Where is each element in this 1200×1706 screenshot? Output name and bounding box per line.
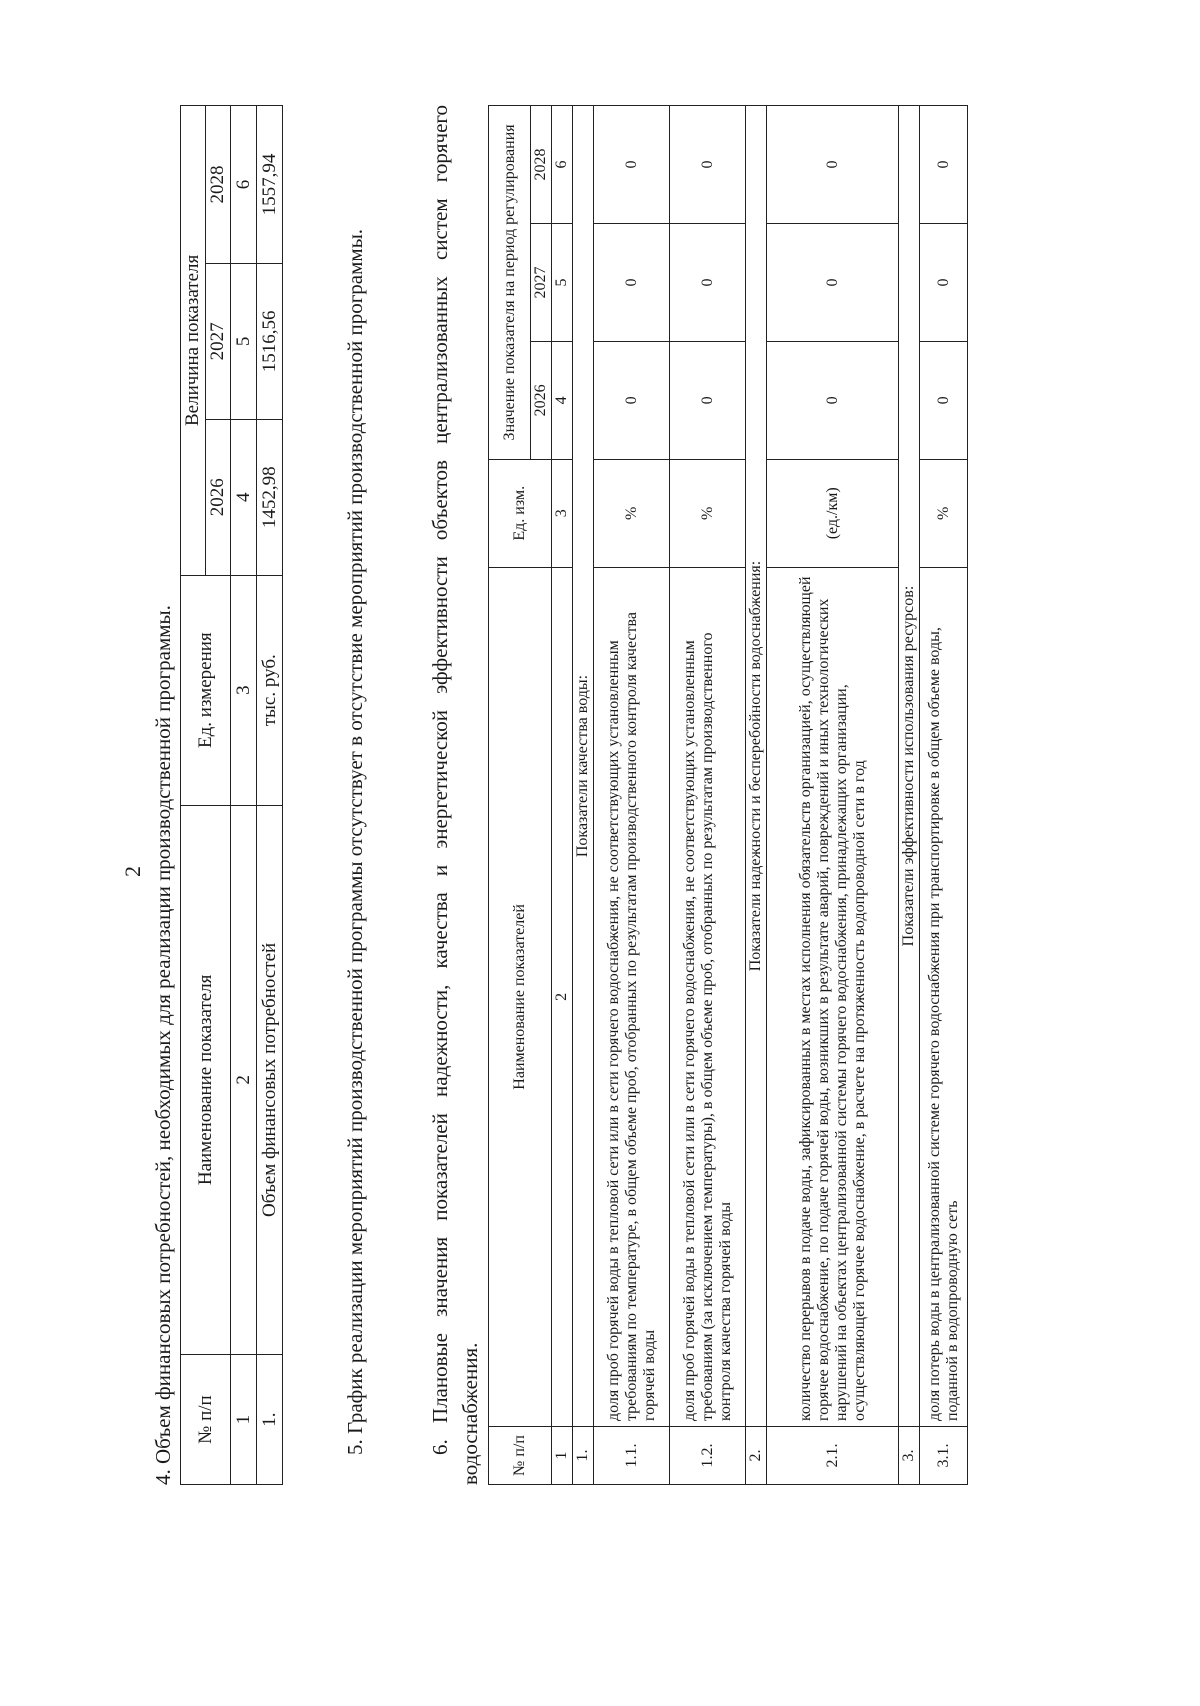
fin-col-num: 5 [231, 263, 257, 419]
row-value: 0 [594, 106, 670, 224]
ind-col-num: 5 [552, 223, 573, 341]
financial-needs-table [180, 105, 283, 1485]
fin-row-value: 1516,56 [257, 263, 283, 419]
section-5-text: 5. График реализации мероприятий производственной программы отсутствует в отсутствие мероприятий производственной программы. [343, 228, 367, 1455]
ind-header-name: Наименование показателей [489, 567, 552, 1426]
ind-header-year: 2028 [531, 106, 552, 224]
group-num: 2. [746, 1427, 767, 1485]
fin-header-year: 2028 [206, 106, 231, 264]
row-num: 1.2. [670, 1427, 746, 1485]
row-value: 0 [670, 106, 746, 224]
row-value: 0 [594, 341, 670, 459]
row-unit: (ед./км) [767, 459, 899, 567]
ind-col-num: 3 [552, 459, 573, 567]
fin-col-num: 1 [231, 1355, 257, 1485]
group-row [573, 106, 594, 1485]
row-num: 1.1. [594, 1427, 670, 1485]
row-name: доля потерь воды в централизованной системе горячего водоснабжения при транспортировке в общем объеме воды, поданной в водопроводную сеть [920, 567, 968, 1426]
rotated-document-page [40, 105, 1130, 1625]
row-name: доля проб горячей воды в тепловой сети или в сети горячего водоснабжения, не соответствующих установленным требованиям по температуре, в общем объеме проб, отобранных по результатам производственного контроля качества горячей воды [594, 567, 670, 1426]
fin-row-value: 1557,94 [257, 106, 283, 264]
table-row [257, 106, 283, 1485]
fin-col-num: 4 [231, 419, 257, 575]
page-number: 2 [120, 866, 145, 877]
row-name: количество перерывов в подаче воды, зафиксированных в местах исполнения обязательств организацией, осуществляющей горячее водоснабжение, по подаче горячей воды, возникших в результате аварий, повреждений и иных технологических нарушений на объектах централизованной системы горячего водоснабжения, принадлежащих организации, осуществляющей горячее водоснабжение, в расчете на протяженность водопроводной сети в год [767, 567, 899, 1426]
section-4-title: 4. Объем финансовых потребностей, необходимых для реализации производственной программы. [151, 605, 175, 1485]
row-unit: % [670, 459, 746, 567]
ind-header-year: 2027 [531, 223, 552, 341]
row-value: 0 [920, 106, 968, 224]
row-num: 2.1. [767, 1427, 899, 1485]
row-name: доля проб горячей воды в тепловой сети или в сети горячего водоснабжения, не соответствующих установленным требованиям (за исключением температуры), в общем объеме проб, отобранных по результатам производственного контроля качества горячей воды [670, 567, 746, 1426]
fin-header-year: 2026 [206, 419, 231, 575]
section-6-text: 6. Плановые значения показателей надежности, качества и энергетической эффективности объектов централизованных систем горячего водоснабжения. [428, 105, 482, 1485]
ind-col-num: 4 [552, 341, 573, 459]
row-value: 0 [767, 223, 899, 341]
row-value: 0 [767, 341, 899, 459]
fin-col-num: 6 [231, 106, 257, 264]
fin-header-value-group: Величина показателя [181, 106, 206, 576]
row-value: 0 [767, 106, 899, 224]
group-row [899, 106, 920, 1485]
fin-header-name: Наименование показателя [181, 805, 231, 1355]
table-row [670, 106, 746, 1485]
fin-header-num: № п/п [181, 1355, 231, 1485]
row-num: 3.1. [920, 1427, 968, 1485]
row-unit: % [594, 459, 670, 567]
group-num: 3. [899, 1427, 920, 1485]
table-row [767, 106, 899, 1485]
table-row [594, 106, 670, 1485]
ind-col-num: 1 [552, 1427, 573, 1485]
fin-row-name: Объем финансовых потребностей [257, 805, 283, 1355]
ind-col-num: 2 [552, 567, 573, 1426]
group-title: Показатели качества воды: [573, 106, 594, 1427]
fin-col-num: 2 [231, 805, 257, 1355]
fin-col-num: 3 [231, 575, 257, 805]
row-unit: % [920, 459, 968, 567]
fin-row-num: 1. [257, 1355, 283, 1485]
indicators-table [488, 105, 968, 1485]
group-title: Показатели надежности и бесперебойности водоснабжения: [746, 106, 767, 1427]
group-title: Показатели эффективности использования ресурсов: [899, 106, 920, 1427]
ind-header-unit: Ед. изм. [489, 459, 552, 567]
table-row [920, 106, 968, 1485]
row-value: 0 [594, 223, 670, 341]
ind-header-num: № п/п [489, 1427, 552, 1485]
ind-header-period: Значение показателя на период регулирования [489, 106, 531, 460]
ind-col-num: 6 [552, 106, 573, 224]
fin-row-value: 1452,98 [257, 419, 283, 575]
group-row [746, 106, 767, 1485]
row-value: 0 [920, 341, 968, 459]
fin-header-unit: Ед. измерения [181, 575, 231, 805]
row-value: 0 [670, 223, 746, 341]
ind-header-year: 2026 [531, 341, 552, 459]
fin-row-unit: тыс. руб. [257, 575, 283, 805]
group-num: 1. [573, 1427, 594, 1485]
fin-header-year: 2027 [206, 263, 231, 419]
row-value: 0 [920, 223, 968, 341]
row-value: 0 [670, 341, 746, 459]
